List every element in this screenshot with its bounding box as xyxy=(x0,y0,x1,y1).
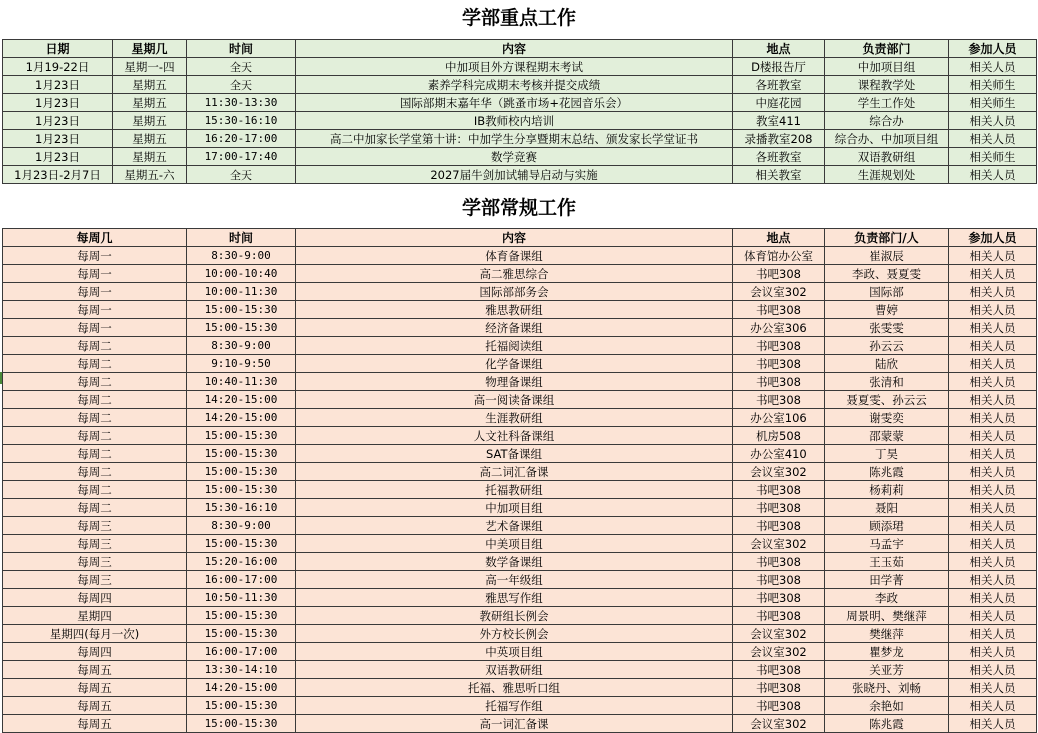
cell-participants: 相关人员 xyxy=(949,373,1037,391)
cell-weekday: 每周二 xyxy=(3,355,187,373)
cell-owner: 丁昊 xyxy=(825,445,949,463)
cell-weekday: 每周三 xyxy=(3,571,187,589)
table-row xyxy=(3,265,1037,283)
cell-participants: 相关人员 xyxy=(949,481,1037,499)
cell-participants: 相关人员 xyxy=(949,247,1037,265)
cell-location: 会议室302 xyxy=(733,463,825,481)
cell-owner: 余艳如 xyxy=(825,697,949,715)
cell-time: 15:00-15:30 xyxy=(187,301,296,319)
cell-time: 全天 xyxy=(187,58,296,76)
cell-owner: 张清和 xyxy=(825,373,949,391)
cell-participants: 相关人员 xyxy=(949,283,1037,301)
cell-department: 学生工作处 xyxy=(825,94,949,112)
cell-participants: 相关人员 xyxy=(949,607,1037,625)
cell-time: 15:00-15:30 xyxy=(187,625,296,643)
cell-participants: 相关人员 xyxy=(949,715,1037,733)
cell-participants: 相关人员 xyxy=(949,463,1037,481)
cell-owner: 李政 xyxy=(825,589,949,607)
cell-weekday: 每周四 xyxy=(3,643,187,661)
cell-time: 15:00-15:30 xyxy=(187,715,296,733)
cell-owner: 聂阳 xyxy=(825,499,949,517)
table-row xyxy=(3,607,1037,625)
table-row xyxy=(3,319,1037,337)
cell-content: 外方校长例会 xyxy=(296,625,733,643)
cell-participants: 相关人员 xyxy=(949,391,1037,409)
cell-content: 雅思教研组 xyxy=(296,301,733,319)
cell-location: 书吧308 xyxy=(733,337,825,355)
cell-weekday: 星期五 xyxy=(113,130,187,148)
cell-owner: 王玉茹 xyxy=(825,553,949,571)
cell-time: 15:30-16:10 xyxy=(187,499,296,517)
cell-department: 综合办 xyxy=(825,112,949,130)
cell-location: 办公室410 xyxy=(733,445,825,463)
cell-location: 书吧308 xyxy=(733,373,825,391)
cell-location: 书吧308 xyxy=(733,499,825,517)
table-row xyxy=(3,463,1037,481)
table-row xyxy=(3,58,1037,76)
cell-participants: 相关人员 xyxy=(949,58,1037,76)
cell-time: 15:00-15:30 xyxy=(187,481,296,499)
cell-participants: 相关师生 xyxy=(949,148,1037,166)
cell-participants: 相关人员 xyxy=(949,679,1037,697)
table-row xyxy=(3,517,1037,535)
cell-weekday: 每周一 xyxy=(3,319,187,337)
cell-location: 办公室106 xyxy=(733,409,825,427)
column-header-participants: 参加人员 xyxy=(949,40,1037,58)
cell-time: 15:00-15:30 xyxy=(187,445,296,463)
cell-owner: 李政、聂夏雯 xyxy=(825,265,949,283)
cell-date: 1月23日 xyxy=(3,130,113,148)
cell-participants: 相关人员 xyxy=(949,130,1037,148)
cell-time: 15:30-16:10 xyxy=(187,112,296,130)
cell-owner: 瞿梦龙 xyxy=(825,643,949,661)
cell-owner: 樊继萍 xyxy=(825,625,949,643)
cell-location: 会议室302 xyxy=(733,625,825,643)
cell-time: 15:00-15:30 xyxy=(187,463,296,481)
cell-weekday: 每周二 xyxy=(3,427,187,445)
cell-content: 高二雅思综合 xyxy=(296,265,733,283)
column-header-participants: 参加人员 xyxy=(949,229,1037,247)
cell-department: 生涯规划处 xyxy=(825,166,949,184)
cell-participants: 相关人员 xyxy=(949,625,1037,643)
cell-owner: 马孟宇 xyxy=(825,535,949,553)
cell-participants: 相关人员 xyxy=(949,571,1037,589)
cell-department: 综合办、中加项目组 xyxy=(825,130,949,148)
cell-date: 1月23日 xyxy=(3,112,113,130)
cell-owner: 谢雯奕 xyxy=(825,409,949,427)
cell-location: 书吧308 xyxy=(733,553,825,571)
cell-weekday: 星期五 xyxy=(113,148,187,166)
cell-time: 15:00-15:30 xyxy=(187,319,296,337)
routine-work-title: 学部常规工作 xyxy=(461,197,576,219)
cell-location: 会议室302 xyxy=(733,283,825,301)
cell-content: 国际部期末嘉年华（跳蚤市场+花园音乐会） xyxy=(296,94,733,112)
cell-weekday: 每周三 xyxy=(3,535,187,553)
cell-time: 10:00-11:30 xyxy=(187,283,296,301)
cell-content: 高一年级组 xyxy=(296,571,733,589)
cell-content: 高一阅读备课组 xyxy=(296,391,733,409)
cell-location: 各班教室 xyxy=(733,148,825,166)
cell-owner: 陈兆霞 xyxy=(825,463,949,481)
cell-content: 2027届牛剑加试辅导启动与实施 xyxy=(296,166,733,184)
cell-owner: 陆欣 xyxy=(825,355,949,373)
cell-content: 高二词汇备课 xyxy=(296,463,733,481)
routine-work-table xyxy=(2,228,1037,733)
table-row xyxy=(3,445,1037,463)
table-row xyxy=(3,481,1037,499)
cell-department: 双语教研组 xyxy=(825,148,949,166)
cell-participants: 相关人员 xyxy=(949,355,1037,373)
cell-participants: 相关人员 xyxy=(949,553,1037,571)
cell-time: 16:20-17:00 xyxy=(187,130,296,148)
cell-weekday: 每周三 xyxy=(3,553,187,571)
cell-participants: 相关人员 xyxy=(949,661,1037,679)
cell-participants: 相关人员 xyxy=(949,319,1037,337)
cell-weekday: 每周二 xyxy=(3,481,187,499)
key-work-title: 学部重点工作 xyxy=(461,7,576,29)
cell-content: 经济备课组 xyxy=(296,319,733,337)
cell-date: 1月23日 xyxy=(3,76,113,94)
cell-participants: 相关人员 xyxy=(949,535,1037,553)
cell-participants: 相关人员 xyxy=(949,166,1037,184)
column-header-weekday: 每周几 xyxy=(3,229,187,247)
cell-weekday: 每周五 xyxy=(3,679,187,697)
cell-weekday: 每周二 xyxy=(3,337,187,355)
cell-time: 全天 xyxy=(187,76,296,94)
cell-content: 中加项目外方课程期末考试 xyxy=(296,58,733,76)
table-row xyxy=(3,355,1037,373)
table-row xyxy=(3,553,1037,571)
cell-time: 15:00-15:30 xyxy=(187,427,296,445)
column-header-weekday: 星期几 xyxy=(113,40,187,58)
cell-location: 书吧308 xyxy=(733,697,825,715)
table-row xyxy=(3,409,1037,427)
cell-time: 全天 xyxy=(187,166,296,184)
table-row xyxy=(3,625,1037,643)
table-row xyxy=(3,283,1037,301)
cell-content: 高一词汇备课 xyxy=(296,715,733,733)
table-row xyxy=(3,130,1037,148)
table-row xyxy=(3,337,1037,355)
cell-weekday: 每周二 xyxy=(3,391,187,409)
cell-weekday: 每周一 xyxy=(3,265,187,283)
cell-weekday: 每周二 xyxy=(3,499,187,517)
cell-weekday: 星期五 xyxy=(113,112,187,130)
cell-location: 书吧308 xyxy=(733,661,825,679)
table-row xyxy=(3,166,1037,184)
table-row xyxy=(3,697,1037,715)
cell-participants: 相关人员 xyxy=(949,445,1037,463)
column-header-content: 内容 xyxy=(296,229,733,247)
cell-time: 9:10-9:50 xyxy=(187,355,296,373)
cell-owner: 田学菁 xyxy=(825,571,949,589)
table-row xyxy=(3,391,1037,409)
routine-work-header-row xyxy=(3,229,1037,247)
cell-owner: 关亚芳 xyxy=(825,661,949,679)
cell-participants: 相关人员 xyxy=(949,337,1037,355)
table-row xyxy=(3,76,1037,94)
table-row xyxy=(3,643,1037,661)
cell-time: 15:00-15:30 xyxy=(187,607,296,625)
cell-content: 中英项目组 xyxy=(296,643,733,661)
table-row xyxy=(3,427,1037,445)
cell-weekday: 每周一 xyxy=(3,301,187,319)
cell-content: IB教师校内培训 xyxy=(296,112,733,130)
cell-content: 人文社科备课组 xyxy=(296,427,733,445)
cell-content: 物理备课组 xyxy=(296,373,733,391)
cell-time: 10:50-11:30 xyxy=(187,589,296,607)
cell-weekday: 星期四 xyxy=(3,607,187,625)
cell-date: 1月23日 xyxy=(3,148,113,166)
cell-weekday: 每周二 xyxy=(3,463,187,481)
cell-weekday: 每周五 xyxy=(3,715,187,733)
cell-location: 书吧308 xyxy=(733,355,825,373)
cell-time: 10:40-11:30 xyxy=(187,373,296,391)
cell-department: 课程教学处 xyxy=(825,76,949,94)
cell-department: 中加项目组 xyxy=(825,58,949,76)
cell-content: 高二中加家长学堂第十讲：中加学生分享暨期末总结、颁发家长学堂证书 xyxy=(296,130,733,148)
cell-weekday: 星期五 xyxy=(113,94,187,112)
key-work-header-row xyxy=(3,40,1037,58)
cell-content: SAT备课组 xyxy=(296,445,733,463)
cell-time: 13:30-14:10 xyxy=(187,661,296,679)
cell-time: 16:00-17:00 xyxy=(187,571,296,589)
cell-weekday: 每周一 xyxy=(3,247,187,265)
cell-location: 机房508 xyxy=(733,427,825,445)
cell-owner: 孙云云 xyxy=(825,337,949,355)
cell-time: 14:20-15:00 xyxy=(187,679,296,697)
cell-owner: 邵蒙蒙 xyxy=(825,427,949,445)
cell-owner: 周景明、樊继萍 xyxy=(825,607,949,625)
cell-content: 教研组长例会 xyxy=(296,607,733,625)
cell-weekday: 星期五-六 xyxy=(113,166,187,184)
cell-location: D楼报告厅 xyxy=(733,58,825,76)
cell-time: 14:20-15:00 xyxy=(187,391,296,409)
table-row xyxy=(3,373,1037,391)
cell-content: 国际部部务会 xyxy=(296,283,733,301)
cell-content: 生涯教研组 xyxy=(296,409,733,427)
table-row xyxy=(3,571,1037,589)
cell-content: 托福教研组 xyxy=(296,481,733,499)
cell-location: 书吧308 xyxy=(733,301,825,319)
cell-content: 中美项目组 xyxy=(296,535,733,553)
cell-owner: 聂夏雯、孙云云 xyxy=(825,391,949,409)
cell-weekday: 每周二 xyxy=(3,409,187,427)
cell-participants: 相关人员 xyxy=(949,517,1037,535)
cell-participants: 相关师生 xyxy=(949,76,1037,94)
cell-content: 化学备课组 xyxy=(296,355,733,373)
cell-owner: 杨莉莉 xyxy=(825,481,949,499)
cell-location: 体育馆办公室 xyxy=(733,247,825,265)
cell-weekday: 每周二 xyxy=(3,445,187,463)
row-selection-marker xyxy=(0,372,2,384)
table-row xyxy=(3,661,1037,679)
table-row xyxy=(3,247,1037,265)
cell-location: 办公室306 xyxy=(733,319,825,337)
cell-participants: 相关人员 xyxy=(949,265,1037,283)
cell-content: 艺术备课组 xyxy=(296,517,733,535)
table-row xyxy=(3,112,1037,130)
cell-weekday: 每周一 xyxy=(3,283,187,301)
cell-weekday: 每周五 xyxy=(3,661,187,679)
cell-time: 15:00-15:30 xyxy=(187,697,296,715)
cell-weekday: 每周二 xyxy=(3,373,187,391)
cell-location: 教室411 xyxy=(733,112,825,130)
column-header-date: 日期 xyxy=(3,40,113,58)
cell-location: 录播教室208 xyxy=(733,130,825,148)
cell-time: 10:00-10:40 xyxy=(187,265,296,283)
cell-content: 中加项目组 xyxy=(296,499,733,517)
cell-participants: 相关人员 xyxy=(949,499,1037,517)
cell-location: 书吧308 xyxy=(733,589,825,607)
cell-participants: 相关人员 xyxy=(949,409,1037,427)
table-row xyxy=(3,679,1037,697)
cell-date: 1月23日 xyxy=(3,94,113,112)
cell-weekday: 星期四(每月一次) xyxy=(3,625,187,643)
cell-time: 15:00-15:30 xyxy=(187,535,296,553)
column-header-time: 时间 xyxy=(187,229,296,247)
cell-time: 17:00-17:40 xyxy=(187,148,296,166)
cell-participants: 相关人员 xyxy=(949,643,1037,661)
cell-owner: 顾添珺 xyxy=(825,517,949,535)
cell-participants: 相关人员 xyxy=(949,427,1037,445)
cell-owner: 张雯雯 xyxy=(825,319,949,337)
table-row xyxy=(3,499,1037,517)
cell-location: 会议室302 xyxy=(733,715,825,733)
cell-weekday: 星期一-四 xyxy=(113,58,187,76)
cell-location: 会议室302 xyxy=(733,643,825,661)
cell-owner: 国际部 xyxy=(825,283,949,301)
cell-owner: 曹婷 xyxy=(825,301,949,319)
cell-location: 书吧308 xyxy=(733,679,825,697)
cell-weekday: 每周五 xyxy=(3,697,187,715)
cell-content: 数学竞赛 xyxy=(296,148,733,166)
cell-participants: 相关人员 xyxy=(949,697,1037,715)
cell-location: 各班教室 xyxy=(733,76,825,94)
cell-time: 8:30-9:00 xyxy=(187,337,296,355)
cell-owner: 张晓丹、刘畅 xyxy=(825,679,949,697)
cell-weekday: 每周三 xyxy=(3,517,187,535)
table-row xyxy=(3,148,1037,166)
cell-participants: 相关师生 xyxy=(949,94,1037,112)
cell-participants: 相关人员 xyxy=(949,301,1037,319)
column-header-location: 地点 xyxy=(733,40,825,58)
table-row xyxy=(3,589,1037,607)
cell-location: 书吧308 xyxy=(733,391,825,409)
cell-location: 书吧308 xyxy=(733,265,825,283)
cell-content: 素养学科完成期末考核并提交成绩 xyxy=(296,76,733,94)
cell-location: 书吧308 xyxy=(733,481,825,499)
key-work-table xyxy=(2,39,1037,184)
column-header-time: 时间 xyxy=(187,40,296,58)
cell-location: 相关教室 xyxy=(733,166,825,184)
cell-time: 11:30-13:30 xyxy=(187,94,296,112)
cell-content: 托福写作组 xyxy=(296,697,733,715)
cell-weekday: 每周四 xyxy=(3,589,187,607)
cell-owner: 崔淑辰 xyxy=(825,247,949,265)
cell-time: 14:20-15:00 xyxy=(187,409,296,427)
cell-participants: 相关人员 xyxy=(949,112,1037,130)
table-row xyxy=(3,94,1037,112)
cell-date: 1月23日-2月7日 xyxy=(3,166,113,184)
cell-content: 雅思写作组 xyxy=(296,589,733,607)
cell-weekday: 星期五 xyxy=(113,76,187,94)
cell-location: 书吧308 xyxy=(733,571,825,589)
cell-date: 1月19-22日 xyxy=(3,58,113,76)
cell-time: 15:20-16:00 xyxy=(187,553,296,571)
cell-content: 双语教研组 xyxy=(296,661,733,679)
cell-location: 中庭花园 xyxy=(733,94,825,112)
cell-time: 8:30-9:00 xyxy=(187,247,296,265)
cell-content: 数学备课组 xyxy=(296,553,733,571)
column-header-owner: 负责部门/人 xyxy=(825,229,949,247)
cell-content: 体育备课组 xyxy=(296,247,733,265)
cell-time: 8:30-9:00 xyxy=(187,517,296,535)
column-header-location: 地点 xyxy=(733,229,825,247)
cell-owner: 陈兆霞 xyxy=(825,715,949,733)
table-row xyxy=(3,715,1037,733)
cell-location: 书吧308 xyxy=(733,607,825,625)
cell-participants: 相关人员 xyxy=(949,589,1037,607)
cell-time: 16:00-17:00 xyxy=(187,643,296,661)
cell-location: 书吧308 xyxy=(733,517,825,535)
column-header-department: 负责部门 xyxy=(825,40,949,58)
table-row xyxy=(3,535,1037,553)
cell-content: 托福、雅思听口组 xyxy=(296,679,733,697)
column-header-content: 内容 xyxy=(296,40,733,58)
table-row xyxy=(3,301,1037,319)
cell-content: 托福阅读组 xyxy=(296,337,733,355)
cell-location: 会议室302 xyxy=(733,535,825,553)
